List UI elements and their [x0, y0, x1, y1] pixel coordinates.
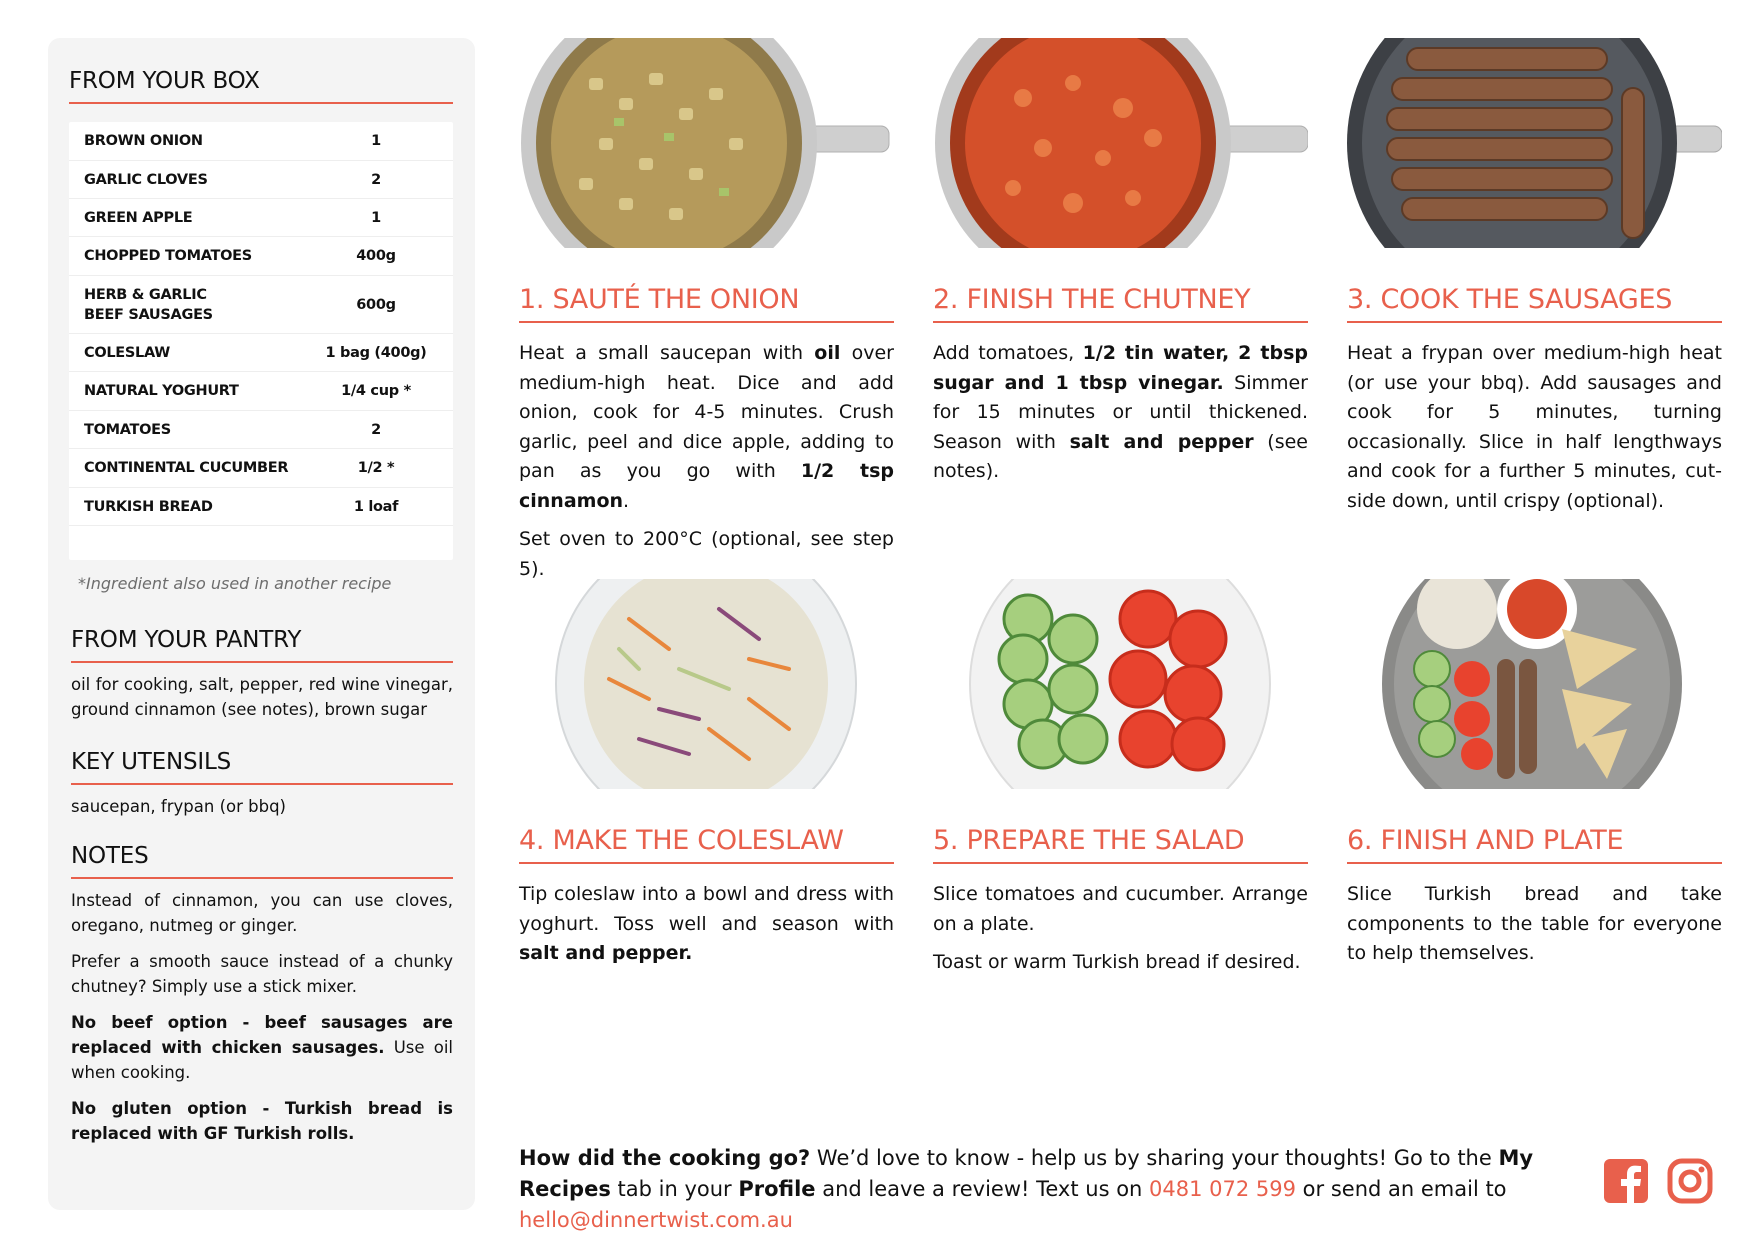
ingredient-name-line1: HERB & GARLIC: [84, 286, 207, 303]
email-link[interactable]: hello@dinnertwist.com.au: [519, 1208, 793, 1232]
ingredient-qty: 1 bag (400g): [325, 344, 427, 361]
text-segment: (see notes).: [933, 430, 1308, 482]
step-2-title: 2. FINISH THE CHUTNEY: [933, 284, 1308, 323]
text-segment: over medium-high heat. Dice and add onion, cook for 4-5 minutes. Crush garlic, peel and dice apple, adding to pan as you go with: [519, 342, 894, 482]
pantry-section: [69, 627, 453, 722]
text-segment: Simmer for 15 minutes or until thickened. Season with: [933, 371, 1308, 453]
sidebar: [48, 38, 475, 1210]
table-row: [69, 199, 453, 237]
ingredient-name: NATURAL YOGHURT: [84, 383, 239, 399]
step-5-photo: [933, 579, 1308, 789]
step-4-photo: [519, 579, 894, 789]
text-segment: Slice tomatoes and cucumber. Arrange on a plate.: [933, 883, 1308, 935]
table-row: [69, 237, 453, 276]
step-3: [1347, 38, 1722, 525]
bold-text: salt and pepper.: [519, 942, 693, 964]
feedback-text-3: and leave a review! Text us on: [815, 1177, 1150, 1201]
step-6: [1347, 579, 1722, 978]
ingredient-name: CONTINENTAL CUCUMBER: [84, 460, 289, 476]
ingredient-qty: 1/4 cup *: [341, 383, 411, 399]
bold-text: salt and pepper: [1069, 430, 1254, 453]
step-4-body: [519, 880, 894, 969]
text-segment: Slice Turkish bread and take components to the table for everyone to help themselves.: [1347, 883, 1722, 964]
step-5-title: 5. PREPARE THE SALAD: [933, 825, 1308, 864]
my-recipes-label: My Recipes: [519, 1146, 1534, 1201]
note-4-bold: No gluten option - Turkish bread is replaced with GF Turkish rolls.: [71, 1099, 453, 1143]
step-2: [933, 38, 1308, 496]
ingredient-name: BROWN ONION: [84, 133, 203, 149]
feedback-question: How did the cooking go?: [519, 1146, 811, 1170]
text-segment: .: [623, 489, 630, 512]
step-4: [519, 579, 894, 978]
ingredient-footnote: *Ingredient also used in another recipe: [78, 574, 392, 593]
ingredient-name-line2: BEEF SAUSAGES: [84, 306, 213, 323]
feedback-text-4: or send an email to: [1296, 1177, 1507, 1201]
note-1: Instead of cinnamon, you can use cloves, oregano, nutmeg or ginger.: [71, 891, 453, 935]
ingredients-table: [69, 122, 453, 560]
facebook-icon[interactable]: [1603, 1158, 1649, 1204]
step-6-photo: [1347, 579, 1722, 789]
bold-text: 1/2 tsp cinnamon: [519, 460, 894, 512]
step-2-paragraph-1: [933, 339, 1308, 487]
table-row: [69, 276, 453, 334]
step-5-body: [933, 880, 1308, 978]
phone-link[interactable]: 0481 072 599: [1149, 1177, 1296, 1201]
ingredient-name: TURKISH BREAD: [84, 498, 213, 515]
step-5-paragraph-1: [933, 880, 1308, 939]
ingredient-qty: 1/2 *: [357, 460, 395, 476]
step-3-body: [1347, 339, 1722, 516]
ingredient-name: CHOPPED TOMATOES: [84, 248, 252, 264]
text-segment: Tip coleslaw into a bowl and dress with yoghurt. Toss well and season with: [519, 883, 894, 935]
note-4: [71, 1096, 453, 1146]
utensils-heading: KEY UTENSILS: [71, 749, 453, 785]
table-row: [69, 372, 453, 411]
ingredient-name: [69, 285, 324, 325]
note-3-bold: No beef option - beef sausages are replaced with chicken sausages.: [71, 1013, 453, 1057]
ingredient-qty: 1: [371, 209, 381, 226]
ingredient-name: TOMATOES: [84, 421, 171, 438]
step-1-paragraph-2: [519, 525, 894, 584]
from-your-box-heading: FROM YOUR BOX: [69, 68, 453, 104]
feedback-text-2: tab in your: [610, 1177, 739, 1201]
text-segment: Set oven to 200°C (optional, see step 5).: [519, 528, 894, 580]
step-1: [519, 38, 894, 593]
step-6-paragraph-1: [1347, 880, 1722, 969]
ingredient-qty: 1: [371, 133, 381, 149]
step-1-body: [519, 339, 894, 584]
step-1-photo: [519, 38, 894, 248]
utensils-section: [69, 749, 453, 819]
step-4-paragraph-1: [519, 880, 894, 969]
ingredient-name: GREEN APPLE: [84, 209, 193, 226]
feedback-text-1: We’d love to know - help us by sharing your thoughts! Go to the: [810, 1146, 1499, 1170]
instagram-icon[interactable]: [1667, 1158, 1713, 1204]
step-3-photo: [1347, 38, 1722, 248]
ingredient-qty: 600g: [356, 296, 396, 313]
ingredient-qty: 2: [371, 421, 381, 438]
note-3-rest: Use oil when cooking.: [71, 1038, 453, 1082]
ingredient-qty: 2: [371, 171, 381, 188]
utensils-text: saucepan, frypan (or bbq): [71, 797, 286, 816]
pantry-text: oil for cooking, salt, pepper, red wine vinegar, ground cinnamon (see notes), brown sugar: [71, 675, 453, 719]
text-segment: Heat a small saucepan with: [519, 342, 815, 364]
text-segment: Toast or warm Turkish bread if desired.: [933, 951, 1301, 973]
pantry-heading: FROM YOUR PANTRY: [71, 627, 453, 663]
step-3-paragraph-1: [1347, 339, 1722, 516]
ingredient-qty: 400g: [356, 248, 396, 264]
ingredient-name: COLESLAW: [84, 344, 170, 361]
feedback-text: [519, 1143, 1579, 1236]
step-4-title: 4. MAKE THE COLESLAW: [519, 825, 894, 864]
step-1-paragraph-1: [519, 339, 894, 516]
bold-text: 1/2 tin water, 2 tbsp sugar and 1 tbsp vinegar.: [933, 342, 1308, 394]
notes-section: [69, 843, 453, 1146]
step-2-photo: [933, 38, 1308, 248]
profile-label: Profile: [738, 1177, 816, 1201]
table-row: [69, 449, 453, 488]
text-segment: Heat a frypan over medium-high heat (or use your bbq). Add sausages and cook for 5 minutes, turning occasionally. Slice in half lengthways and cook for a further 5 minutes, cut-side down, until crispy (optional).: [1347, 342, 1722, 512]
table-row: [69, 161, 453, 199]
step-5: [933, 579, 1308, 987]
table-row: [69, 488, 453, 526]
step-3-title: 3. COOK THE SAUSAGES: [1347, 284, 1722, 323]
table-row: [69, 334, 453, 372]
text-segment: Add tomatoes,: [933, 342, 1083, 364]
table-row: [69, 122, 453, 161]
note-3: [71, 1010, 453, 1085]
step-6-title: 6. FINISH AND PLATE: [1347, 825, 1722, 864]
bold-text: oil: [814, 342, 841, 364]
ingredient-qty: 1 loaf: [353, 498, 399, 515]
step-6-body: [1347, 880, 1722, 969]
note-2: Prefer a smooth sauce instead of a chunky chutney? Simply use a stick mixer.: [71, 952, 453, 996]
table-row: [69, 411, 453, 449]
step-2-body: [933, 339, 1308, 487]
notes-heading: NOTES: [71, 843, 453, 879]
step-5-paragraph-2: [933, 948, 1308, 978]
ingredient-name: GARLIC CLOVES: [84, 171, 208, 188]
step-1-title: 1. SAUTÉ THE ONION: [519, 284, 894, 323]
